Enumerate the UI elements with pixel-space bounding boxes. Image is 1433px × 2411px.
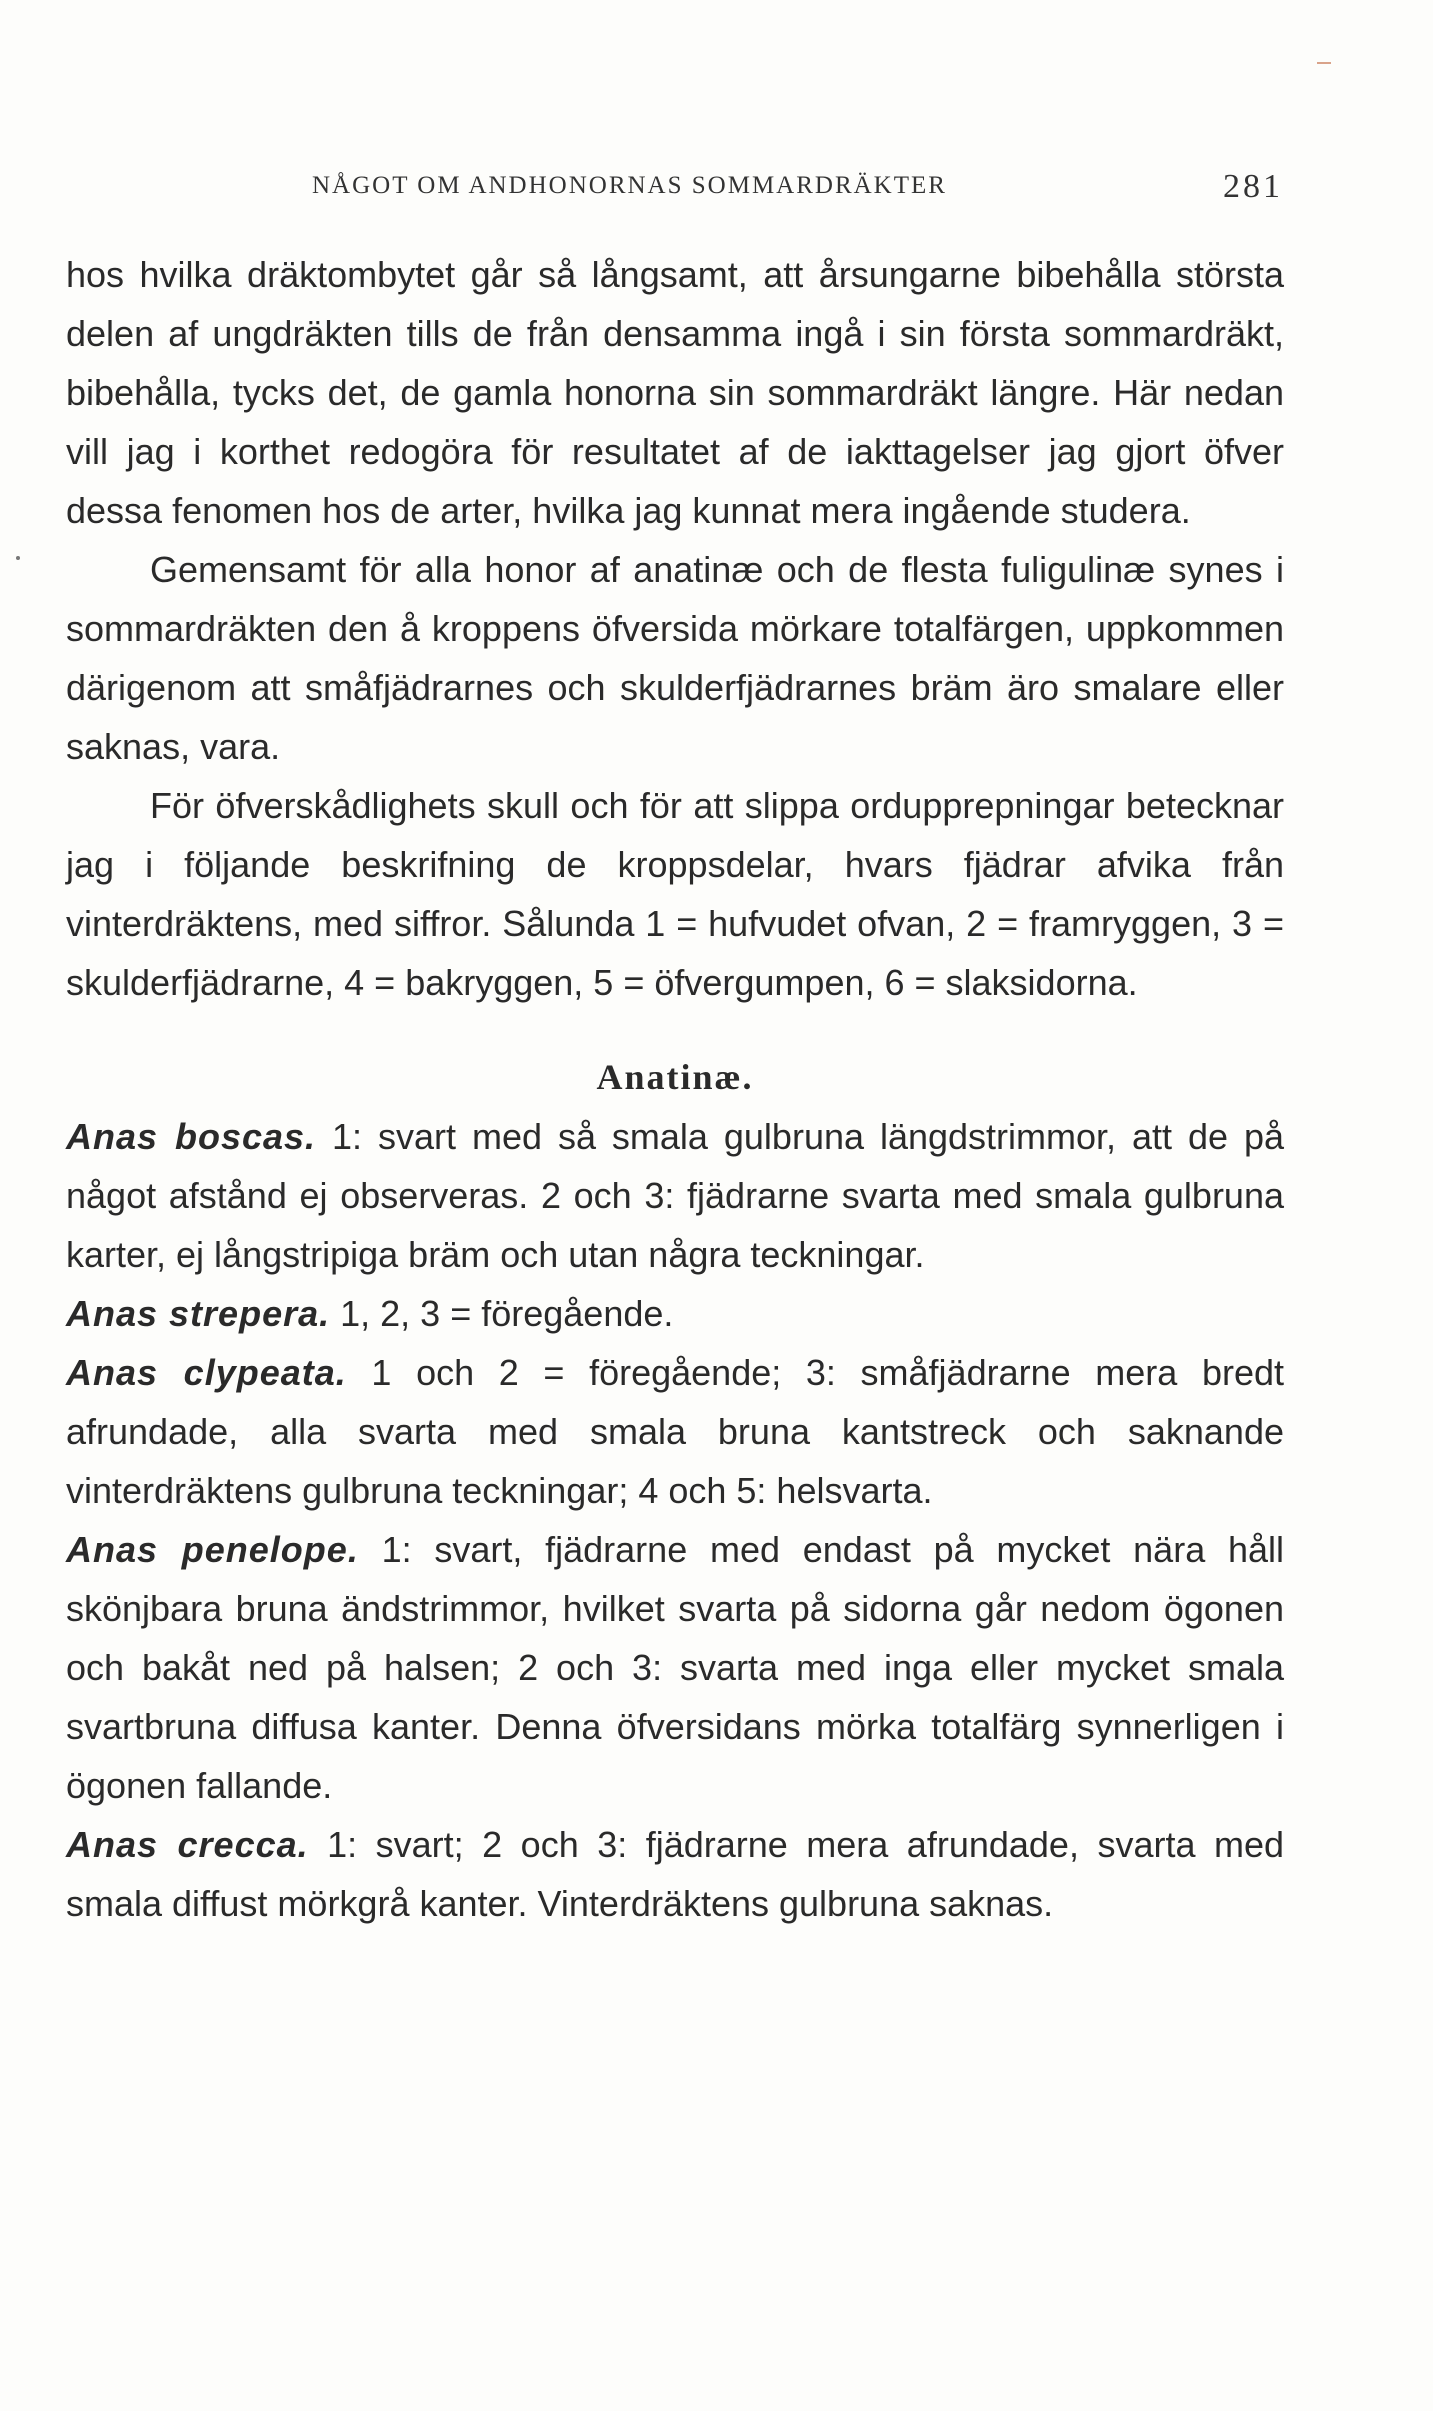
section-heading: Anatinæ. (596, 1057, 754, 1097)
paragraph-1: hos hvilka dräktombytet går så långsamt, att årsungarne bibehålla största delen af ungdräkten tills de från densamma ingå i sin första sommardräkt, bibehålla, tycks det, de gamla honorna sin sommardräkt längre. Här nedan vill jag i korthet redogöra för resultatet af de iakttagelser jag gjort öfver dessa fenomen hos de arter, hvilka jag kunnat mera ingående studera. (66, 254, 1284, 531)
species-entry-clypeata (66, 1343, 1284, 1520)
species-description: 1, 2, 3 = föregående. (330, 1293, 674, 1334)
species-entry-crecca (66, 1815, 1284, 1933)
species-description: 1 och 2 = föregående; 3: småfjädrarne mera bredt afrundade, alla svarta med smala bruna kantstreck och saknande vinterdräktens gulbruna teckningar; 4 och 5: helsvarta. (66, 1352, 1284, 1511)
species-name: Anas boscas. (66, 1116, 317, 1157)
species-entry-boscas (66, 1107, 1284, 1284)
page-number: 281 (1223, 168, 1283, 205)
species-description: 1: svart, fjädrarne med endast på mycket nära håll skönjbara bruna ändstrimmor, hvilket svarta på sidorna går nedom ögonen och bakåt ned på halsen; 2 och 3: svarta med inga eller mycket smala svartbruna diffusa kanter. Denna öfversidans mörka totalfärg synnerligen i ögonen fallande. (66, 1529, 1285, 1806)
species-entry-strepera (66, 1284, 1284, 1343)
paragraph-3: För öfverskådlighets skull och för att slippa ordupprepningar betecknar jag i följande beskrifning de kroppsdelar, hvars fjädrar afvika från vinterdräktens, med siffror. Sålunda 1 = hufvudet ofvan, 2 = framryggen, 3 = skulderfjädrarne, 4 = bakryggen, 5 = öfvergumpen, 6 = slaksidorna. (66, 785, 1284, 1003)
paragraph-2: Gemensamt för alla honor af anatinæ och de flesta fuligulinæ synes i sommardräkten den å kroppens öfversida mörkare totalfärgen, uppkommen därigenom att småfjädrarnes och skulderfjädrarnes bräm äro smalare eller saknas, vara. (66, 549, 1284, 767)
species-name: Anas crecca. (66, 1824, 309, 1865)
margin-speck (16, 556, 20, 560)
species-name: Anas penelope. (66, 1529, 359, 1570)
page-body (66, 245, 1284, 1933)
species-name: Anas strepera. (66, 1293, 331, 1334)
species-entry-penelope (66, 1520, 1284, 1815)
corner-mark (1317, 62, 1331, 64)
species-description: 1: svart; 2 och 3: fjädrarne mera afrundade, svarta med smala diffust mörkgrå kanter. Vinterdräktens gulbruna saknas. (66, 1824, 1284, 1924)
running-head (0, 168, 1433, 212)
species-description: 1: svart med så smala gulbruna längdstrimmor, att de på något afstånd ej observeras. 2 och 3: fjädrarne svarta med smala gulbruna karter, ej långstripiga bräm och utan några teckningar. (66, 1116, 1285, 1275)
running-title: NÅGOT OM ANDHONORNAS SOMMARDRÄKTER (312, 172, 947, 199)
species-name: Anas clypeata. (66, 1352, 347, 1393)
